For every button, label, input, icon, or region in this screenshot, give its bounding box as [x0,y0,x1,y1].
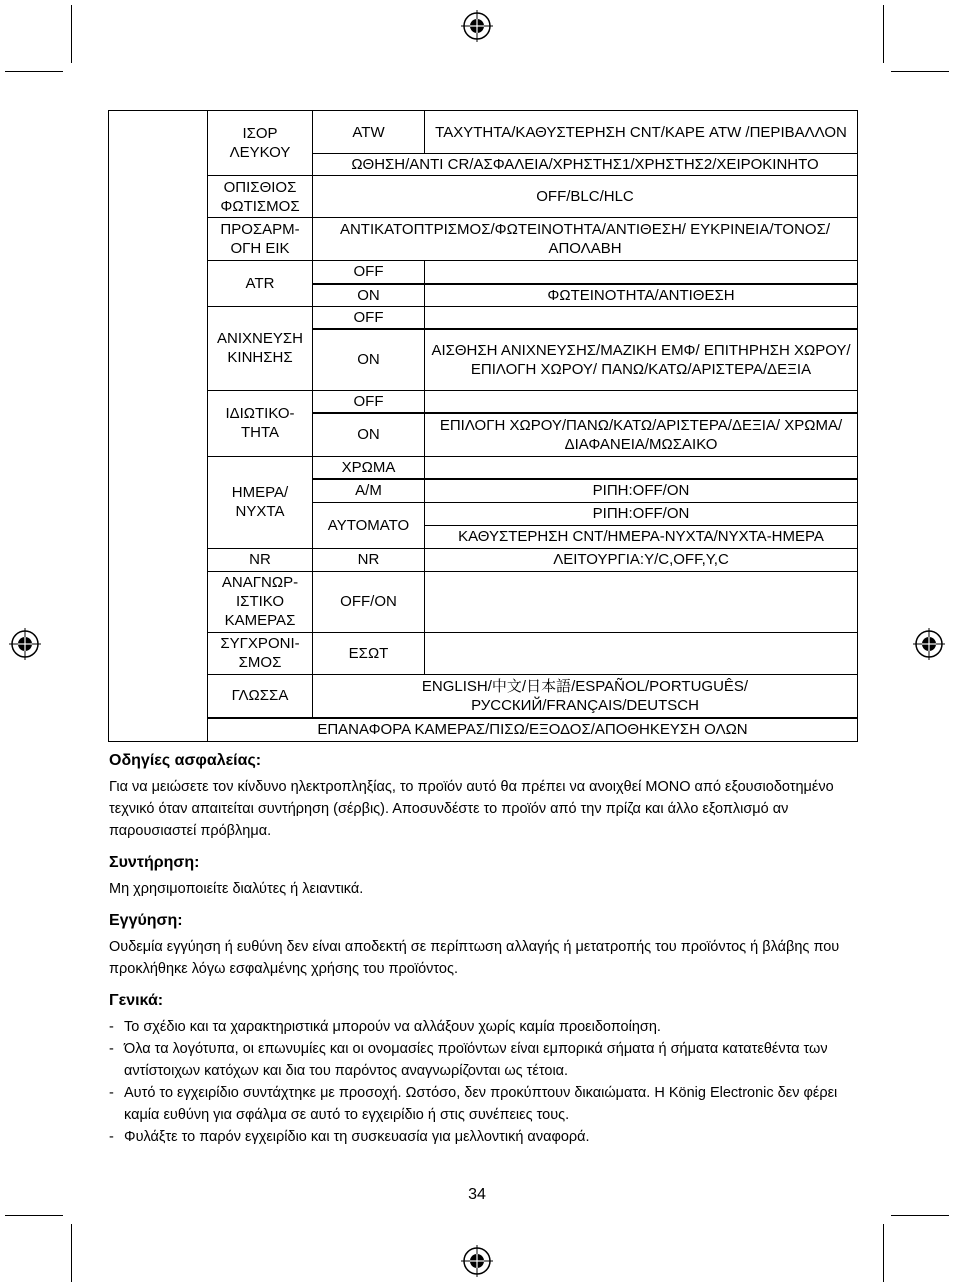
table-cell-submenu: Α/Μ [313,479,425,502]
registration-mark-icon [461,1245,493,1277]
table-cell-options: OFF/BLC/HLC [313,176,858,218]
table-cell-menu-item: ΑΝΙΧΝΕΥΣΗ ΚΙΝΗΣΗΣ [208,307,313,391]
table-cell-submenu: OFF [313,307,425,330]
table-cell-submenu: ON [313,413,425,456]
list-item: - Αυτό το εγχειρίδιο συντάχτηκε με προσοχή. Ωστόσο, δεν προκύπτουν δικαιώματα. Η König Electronic δεν φέρει καμία ευθύνη για σφάλμα σε αυτό το εγχειρίδιο ή στις συνέπειες τους. [109,1082,849,1126]
table-cell-menu-item: ΟΠΙΣΘΙΟΣ ΦΩΤΙΣΜΟΣ [208,176,313,218]
table-empty-left-column [109,111,208,742]
crop-mark [883,1224,884,1282]
maintenance-heading: Συντήρηση: [109,854,200,871]
crop-mark [71,5,72,63]
table-cell-options: ΚΑΘΥΣΤΕΡΗΣΗ CNT/ΗΜΕΡΑ-ΝΥΧΤΑ/ΝΥΧΤΑ-ΗΜΕΡΑ [425,525,858,548]
table-cell-options [425,261,858,284]
table-cell-options: ΦΩΤΕΙΝΟΤΗΤΑ/ΑΝΤΙΘΕΣΗ [425,284,858,307]
table-cell-options [425,307,858,330]
table-cell-menu-item: ΑΝΑΓΝΩΡ-ΙΣΤΙΚΟ ΚΑΜΕΡΑΣ [208,571,313,632]
table-cell-menu-item: ΙΣΟΡ ΛΕΥΚΟΥ [208,111,313,176]
table-cell-submenu: ΑΥΤΟΜΑΤΟ [313,502,425,548]
table-cell-submenu: ΧΡΩΜΑ [313,456,425,479]
list-item: - Το σχέδιο και τα χαρακτηριστικά μπορούν να αλλάξουν χωρίς καμία προειδοποίηση. [109,1016,849,1038]
menu-structure-table [108,110,858,742]
table-cell-menu-item: ΙΔΙΩΤΙΚΟ-ΤΗΤΑ [208,390,313,456]
table-cell-options: ΡΙΠΗ:OFF/ON [425,479,858,502]
maintenance-paragraph: Μη χρησιμοποιείτε διαλύτες ή λειαντικά. [109,881,364,897]
table-cell-options: ΕΠΙΛΟΓΗ ΧΩΡΟΥ/ΠΑΝΩ/ΚΑΤΩ/ΑΡΙΣΤΕΡΑ/ΔΕΞΙΑ/ ΧΡΩΜΑ/ΔΙΑΦΑΝΕΙΑ/ΜΩΣΑΙΚΟ [425,413,858,456]
table-cell-submenu: OFF [313,261,425,284]
list-item: - Όλα τα λογότυπα, οι επωνυμίες και οι ονομασίες προϊόντων είναι εμπορικά σήματα ή σήματα κατατεθέντα των αντίστοιχων κατόχων και δια του παρόντος αναγνωρίζονται ως τέτοια. [109,1038,849,1082]
table-cell-options: ΩΘΗΣΗ/ΑΝΤΙ CR/ΑΣΦΑΛΕΙΑ/ΧΡΗΣΤΗΣ1/ΧΡΗΣΤΗΣ2/ΧΕΙΡΟΚΙΝΗΤΟ [313,154,858,176]
table-cell-options: ΑΝΤΙΚΑΤΟΠΤΡΙΣΜΟΣ/ΦΩΤΕΙΝΟΤΗΤΑ/ΑΝΤΙΘΕΣΗ/ ΕΥΚΡΙΝΕΙΑ/ΤΟΝΟΣ/ΑΠΟΛΑΒΗ [313,218,858,261]
table-cell-submenu: OFF [313,390,425,413]
table-cell-footer: ΕΠΑΝΑΦΟΡΑ ΚΑΜΕΡΑΣ/ΠΙΣΩ/ΕΞΟΔΟΣ/ΑΠΟΘΗΚΕΥΣΗ ΟΛΩΝ [208,718,858,741]
table-cell-submenu: OFF/ON [313,571,425,632]
safety-heading: Οδηγίες ασφαλείας: [109,752,262,769]
crop-mark [71,1224,72,1282]
crop-mark [891,1215,949,1216]
table-cell-submenu: ΕΣΩΤ [313,632,425,674]
table-cell-options: ΤΑΧΥΤΗΤΑ/ΚΑΘΥΣΤΕΡΗΣΗ CNT/ΚΑΡΕ ATW /ΠΕΡΙΒΑΛΛΟΝ [425,111,858,154]
registration-mark-icon [461,10,493,42]
table-cell-options [425,571,858,632]
warranty-heading: Εγγύηση: [109,912,183,929]
list-item: - Φυλάξτε το παρόν εγχειρίδιο και τη συσκευασία για μελλοντική αναφορά. [109,1126,849,1148]
table-cell-submenu: ON [313,284,425,307]
crop-mark [891,71,949,72]
table-cell-options: ENGLISH/中文/日本語/ESPAÑOL/PORTUGUÊS/ РУССКИЙ/FRANÇAIS/DEUTSCH [313,674,858,718]
table-cell-menu-item: ΣΥΓΧΡΟΝΙ-ΣΜΟΣ [208,632,313,674]
general-list [109,1016,849,1148]
table-cell-options: ΑΙΣΘΗΣΗ ΑΝΙΧΝΕΥΣΗΣ/ΜΑΖΙΚΗ ΕΜΦ/ ΕΠΙΤΗΡΗΣΗ ΧΩΡΟΥ/ΕΠΙΛΟΓΗ ΧΩΡΟΥ/ ΠΑΝΩ/ΚΑΤΩ/ΑΡΙΣΤΕΡΑ/ΔΕΞΙΑ [425,329,858,390]
table-cell-submenu: NR [313,548,425,571]
registration-mark-icon [9,628,41,660]
crop-mark [883,5,884,63]
table-cell-menu-item: ATR [208,261,313,307]
general-heading: Γενικά: [109,992,164,1009]
table-cell-options [425,456,858,479]
document-body [109,751,849,1148]
table-cell-menu-item: ΓΛΩΣΣΑ [208,674,313,718]
crop-mark [5,71,63,72]
table-cell-menu-item: ΗΜΕΡΑ/ ΝΥΧΤΑ [208,456,313,548]
table-cell-submenu: ON [313,329,425,390]
page-number: 34 [468,1186,486,1203]
table-cell-options [425,390,858,413]
table-cell-submenu: ATW [313,111,425,154]
table-cell-menu-item: ΠΡΟΣΑΡΜ-ΟΓΗ ΕΙΚ [208,218,313,261]
table-cell-options: ΛΕΙΤΟΥΡΓΙΑ:Y/C,OFF,Y,C [425,548,858,571]
warranty-paragraph: Ουδεμία εγγύηση ή ευθύνη δεν είναι αποδεκτή σε περίπτωση αλλαγής ή μετατροπής του προϊόντος ή βλάβης που προκλήθηκε λόγω εσφαλμένης χρήσης του προϊόντος. [109,939,840,977]
table-cell-options: ΡΙΠΗ:OFF/ON [425,502,858,525]
crop-mark [5,1215,63,1216]
table-cell-options [425,632,858,674]
table-cell-menu-item: NR [208,548,313,571]
safety-paragraph: Για να μειώσετε τον κίνδυνο ηλεκτροπληξίας, το προϊόν αυτό θα πρέπει να ανοιχθεί ΜΟΝΟ από εξουσιοδοτημένο τεχνικό όταν απαιτείται συντήρηση (σέρβις). Αποσυνδέστε το προϊόν από την πρίζα και άλλο εξοπλισμό αν παρουσιαστεί πρόβλημα. [109,779,834,839]
registration-mark-icon [913,628,945,660]
